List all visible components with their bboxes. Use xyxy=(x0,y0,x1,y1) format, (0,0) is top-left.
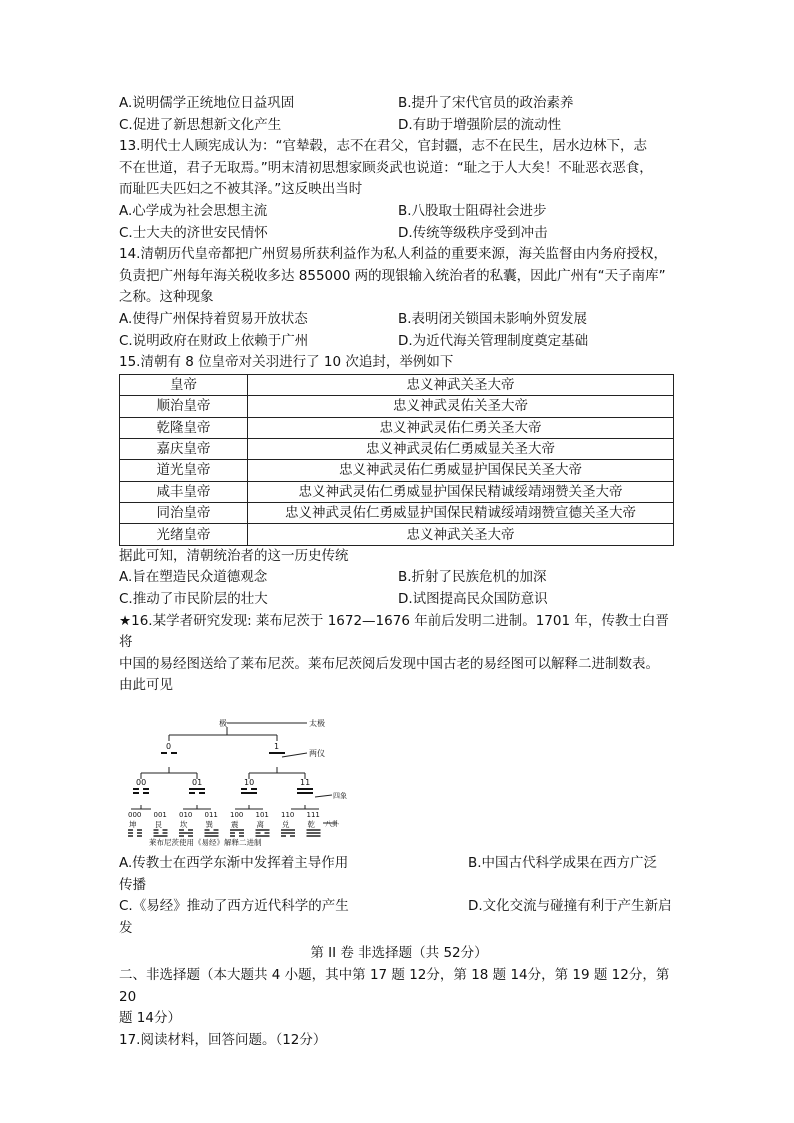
figure-level4: 101 xyxy=(255,811,269,819)
figure-level4: 001 xyxy=(153,811,167,819)
table-cell-title: 忠义神武灵佑仁勇威显护国保民精诚绥靖翊赞宣德关圣大帝 xyxy=(248,503,674,524)
table-row xyxy=(120,460,674,481)
q15-after: 据此可知，清朝统治者的这一历史传统 xyxy=(119,547,349,564)
figure-caption: 莱布尼茨使用《易经》解释二进制 xyxy=(149,838,262,847)
figure-level4: 011 xyxy=(204,811,218,819)
q14-option-d: D.为近代海关管理制度奠定基础 xyxy=(398,332,589,349)
q15-options-row2 xyxy=(119,589,679,611)
q14-option-b: B.表明闭关锁国未影响外贸发展 xyxy=(398,310,588,327)
q14-option-a: A.使得广州保持着贸易开放状态 xyxy=(119,310,308,327)
q15-option-a: A.旨在塑造民众道德观念 xyxy=(119,569,268,586)
q12-option-c: C.促进了新思想新文化产生 xyxy=(119,116,282,133)
figure-level4: 100 xyxy=(230,811,244,819)
figure-gua-name: 震 xyxy=(231,820,239,829)
section-title: 第 II 卷 非选择题（共 52分） xyxy=(310,945,488,962)
q16-options-row2 xyxy=(119,896,679,918)
q15-option-c: C.推动了市民阶层的壮大 xyxy=(119,591,268,608)
table-row xyxy=(120,417,674,438)
table-cell-emperor: 光绪皇帝 xyxy=(120,524,248,545)
table-row xyxy=(120,396,674,417)
q16-stem-1: ★16.某学者研究发现: 莱布尼茨于 1672—1676 年前后发明二进制。1701 年，传教士白晋将 xyxy=(119,612,669,651)
q12-option-b: B.提升了宋代官员的政治素养 xyxy=(398,95,574,111)
table-row xyxy=(120,438,674,459)
q12-options-row1 xyxy=(119,93,679,115)
q14-option-c: C.说明政府在财政上依赖于广州 xyxy=(119,332,309,349)
q17-stem: 17.阅读材料，回答问题。（12分） xyxy=(119,1031,327,1048)
table-cell-emperor: 咸丰皇帝 xyxy=(120,481,248,502)
figure-level3: 11 xyxy=(300,778,311,787)
table-cell-title: 忠义神武灵佑关圣大帝 xyxy=(248,396,674,417)
figure-gua-name: 坤 xyxy=(129,820,137,829)
q14-stem-3: 之称。这种现象 xyxy=(119,289,214,306)
table-row xyxy=(120,374,674,395)
q16-option-a: A.传教士在西学东渐中发挥着主导作用 xyxy=(119,855,349,871)
figure-level2: 0 xyxy=(166,742,172,751)
q13-option-a: A.心学成为社会思想主流 xyxy=(119,202,268,219)
figure-gua-name: 离 xyxy=(256,820,264,829)
table-row xyxy=(120,503,674,524)
figure-level4: 000 xyxy=(128,811,142,819)
figure-level4: 111 xyxy=(306,811,320,819)
q15-options-row1 xyxy=(119,567,679,589)
figure-top-label: 极 xyxy=(219,719,227,728)
table-cell-emperor: 皇帝 xyxy=(120,374,248,395)
figure-level4: 110 xyxy=(281,811,295,819)
figure-label-bagua: 八卦 xyxy=(325,820,339,828)
q13-option-b: B.八股取士阻碍社会进步 xyxy=(398,202,547,219)
q12-option-a: A.说明儒学正统地位日益巩固 xyxy=(119,95,295,111)
q12-options-row2 xyxy=(119,115,679,137)
table-cell-emperor: 顺治皇帝 xyxy=(120,396,248,417)
q14-options-row2 xyxy=(119,331,679,353)
q13-option-c: C.士大夫的济世安民情怀 xyxy=(119,224,268,241)
table-cell-title: 忠义神武灵佑仁勇威显护国保民关圣大帝 xyxy=(248,460,674,481)
table-cell-title: 忠义神武关圣大帝 xyxy=(248,524,674,545)
q13-stem-1: 13.明代士人顾宪成认为：“官辇毂，志不在君父，官封疆，志不在民生，居水边林下，志 xyxy=(119,138,647,155)
table-cell-emperor: 嘉庆皇帝 xyxy=(120,438,248,459)
table-cell-emperor: 乾隆皇帝 xyxy=(120,417,248,438)
q13-stem-3: 而耻匹夫匹妇之不被其泽。”这反映出当时 xyxy=(119,181,363,198)
table-cell-title: 忠义神武灵佑仁勇威显关圣大帝 xyxy=(248,438,674,459)
table-cell-title: 忠义神武灵佑仁勇关圣大帝 xyxy=(248,417,674,438)
figure-level4: 010 xyxy=(179,811,193,819)
table-cell-emperor: 道光皇帝 xyxy=(120,460,248,481)
table-cell-emperor: 同治皇帝 xyxy=(120,503,248,524)
figure-gua-name: 坎 xyxy=(180,820,188,829)
q16-stem-2: 中国的易经图送给了莱布尼茨。莱布尼茨阅后发现中国古老的易经图可以解释二进制数表。 xyxy=(119,655,659,672)
q16-option-d-cont: 发 xyxy=(119,919,133,936)
q14-options-row1 xyxy=(119,309,679,331)
figure-level3: 10 xyxy=(244,778,255,787)
figure-level3: 01 xyxy=(192,778,203,787)
figure-label-sixiang: 四象 xyxy=(333,792,347,800)
yijing-diagram xyxy=(127,709,347,849)
q13-option-d: D.传统等级秩序受到冲击 xyxy=(398,224,548,241)
q16-option-b-cont: 传播 xyxy=(119,876,146,893)
q15-option-b: B.折射了民族危机的加深 xyxy=(398,569,547,586)
q13-options-row1 xyxy=(119,201,679,223)
q16-option-d: D.文化交流与碰撞有利于产生新启 xyxy=(468,898,672,915)
table-cell-title: 忠义神武灵佑仁勇威显护国保民精诚绥靖翊赞关圣大帝 xyxy=(248,481,674,502)
part2-instructions-1: 二、非选择题（本大题共 4 小题，其中第 17 题 12分，第 18 题 14分，第 19 题 12分，第 20 xyxy=(119,966,670,1005)
q15-stem: 15.清朝有 8 位皇帝对关羽进行了 10 次追封，举例如下 xyxy=(119,354,454,371)
emperor-title-table xyxy=(119,374,674,546)
figure-gua-name: 兑 xyxy=(282,820,290,829)
table-cell-title: 忠义神武关圣大帝 xyxy=(248,374,674,395)
table-row xyxy=(120,524,674,545)
figure-label-liangyi: 两仪 xyxy=(309,749,325,758)
figure-label-taiji: 太极 xyxy=(309,719,325,728)
table-row xyxy=(120,481,674,502)
yijing-binary-figure xyxy=(127,709,347,849)
q16-stem-3: 由此可见 xyxy=(119,677,173,694)
part2-instructions-2: 题 14分） xyxy=(119,1010,181,1027)
q13-stem-2: 不在世道，君子无取焉。”明末清初思想家顾炎武也说道：“耻之于人大矣！不耻恶衣恶食， xyxy=(119,159,653,176)
figure-gua-name: 艮 xyxy=(154,820,162,829)
q14-stem-2: 负责把广州每年海关税收多达 855000 两的现银输入统治者的私囊，因此广州有“天子南库” xyxy=(119,267,666,284)
q16-option-c: C.《易经》推动了西方近代科学的产生 xyxy=(119,898,349,915)
q16-options-row1 xyxy=(119,853,679,875)
q13-options-row2 xyxy=(119,223,679,245)
q12-option-d: D.有助于增强阶层的流动性 xyxy=(398,116,562,133)
figure-gua-name: 巽 xyxy=(205,820,213,829)
q15-option-d: D.试图提高民众国防意识 xyxy=(398,591,548,608)
q14-stem-1: 14.清朝历代皇帝都把广州贸易所获利益作为私人利益的重要来源，海关监督由内务府授权， xyxy=(119,246,667,263)
exam-content xyxy=(119,93,679,1051)
figure-level3: 00 xyxy=(136,778,147,787)
figure-gua-name: 乾 xyxy=(307,820,315,829)
figure-level2: 1 xyxy=(274,742,280,751)
q16-option-b: B.中国古代科学成果在西方广泛 xyxy=(468,855,658,871)
